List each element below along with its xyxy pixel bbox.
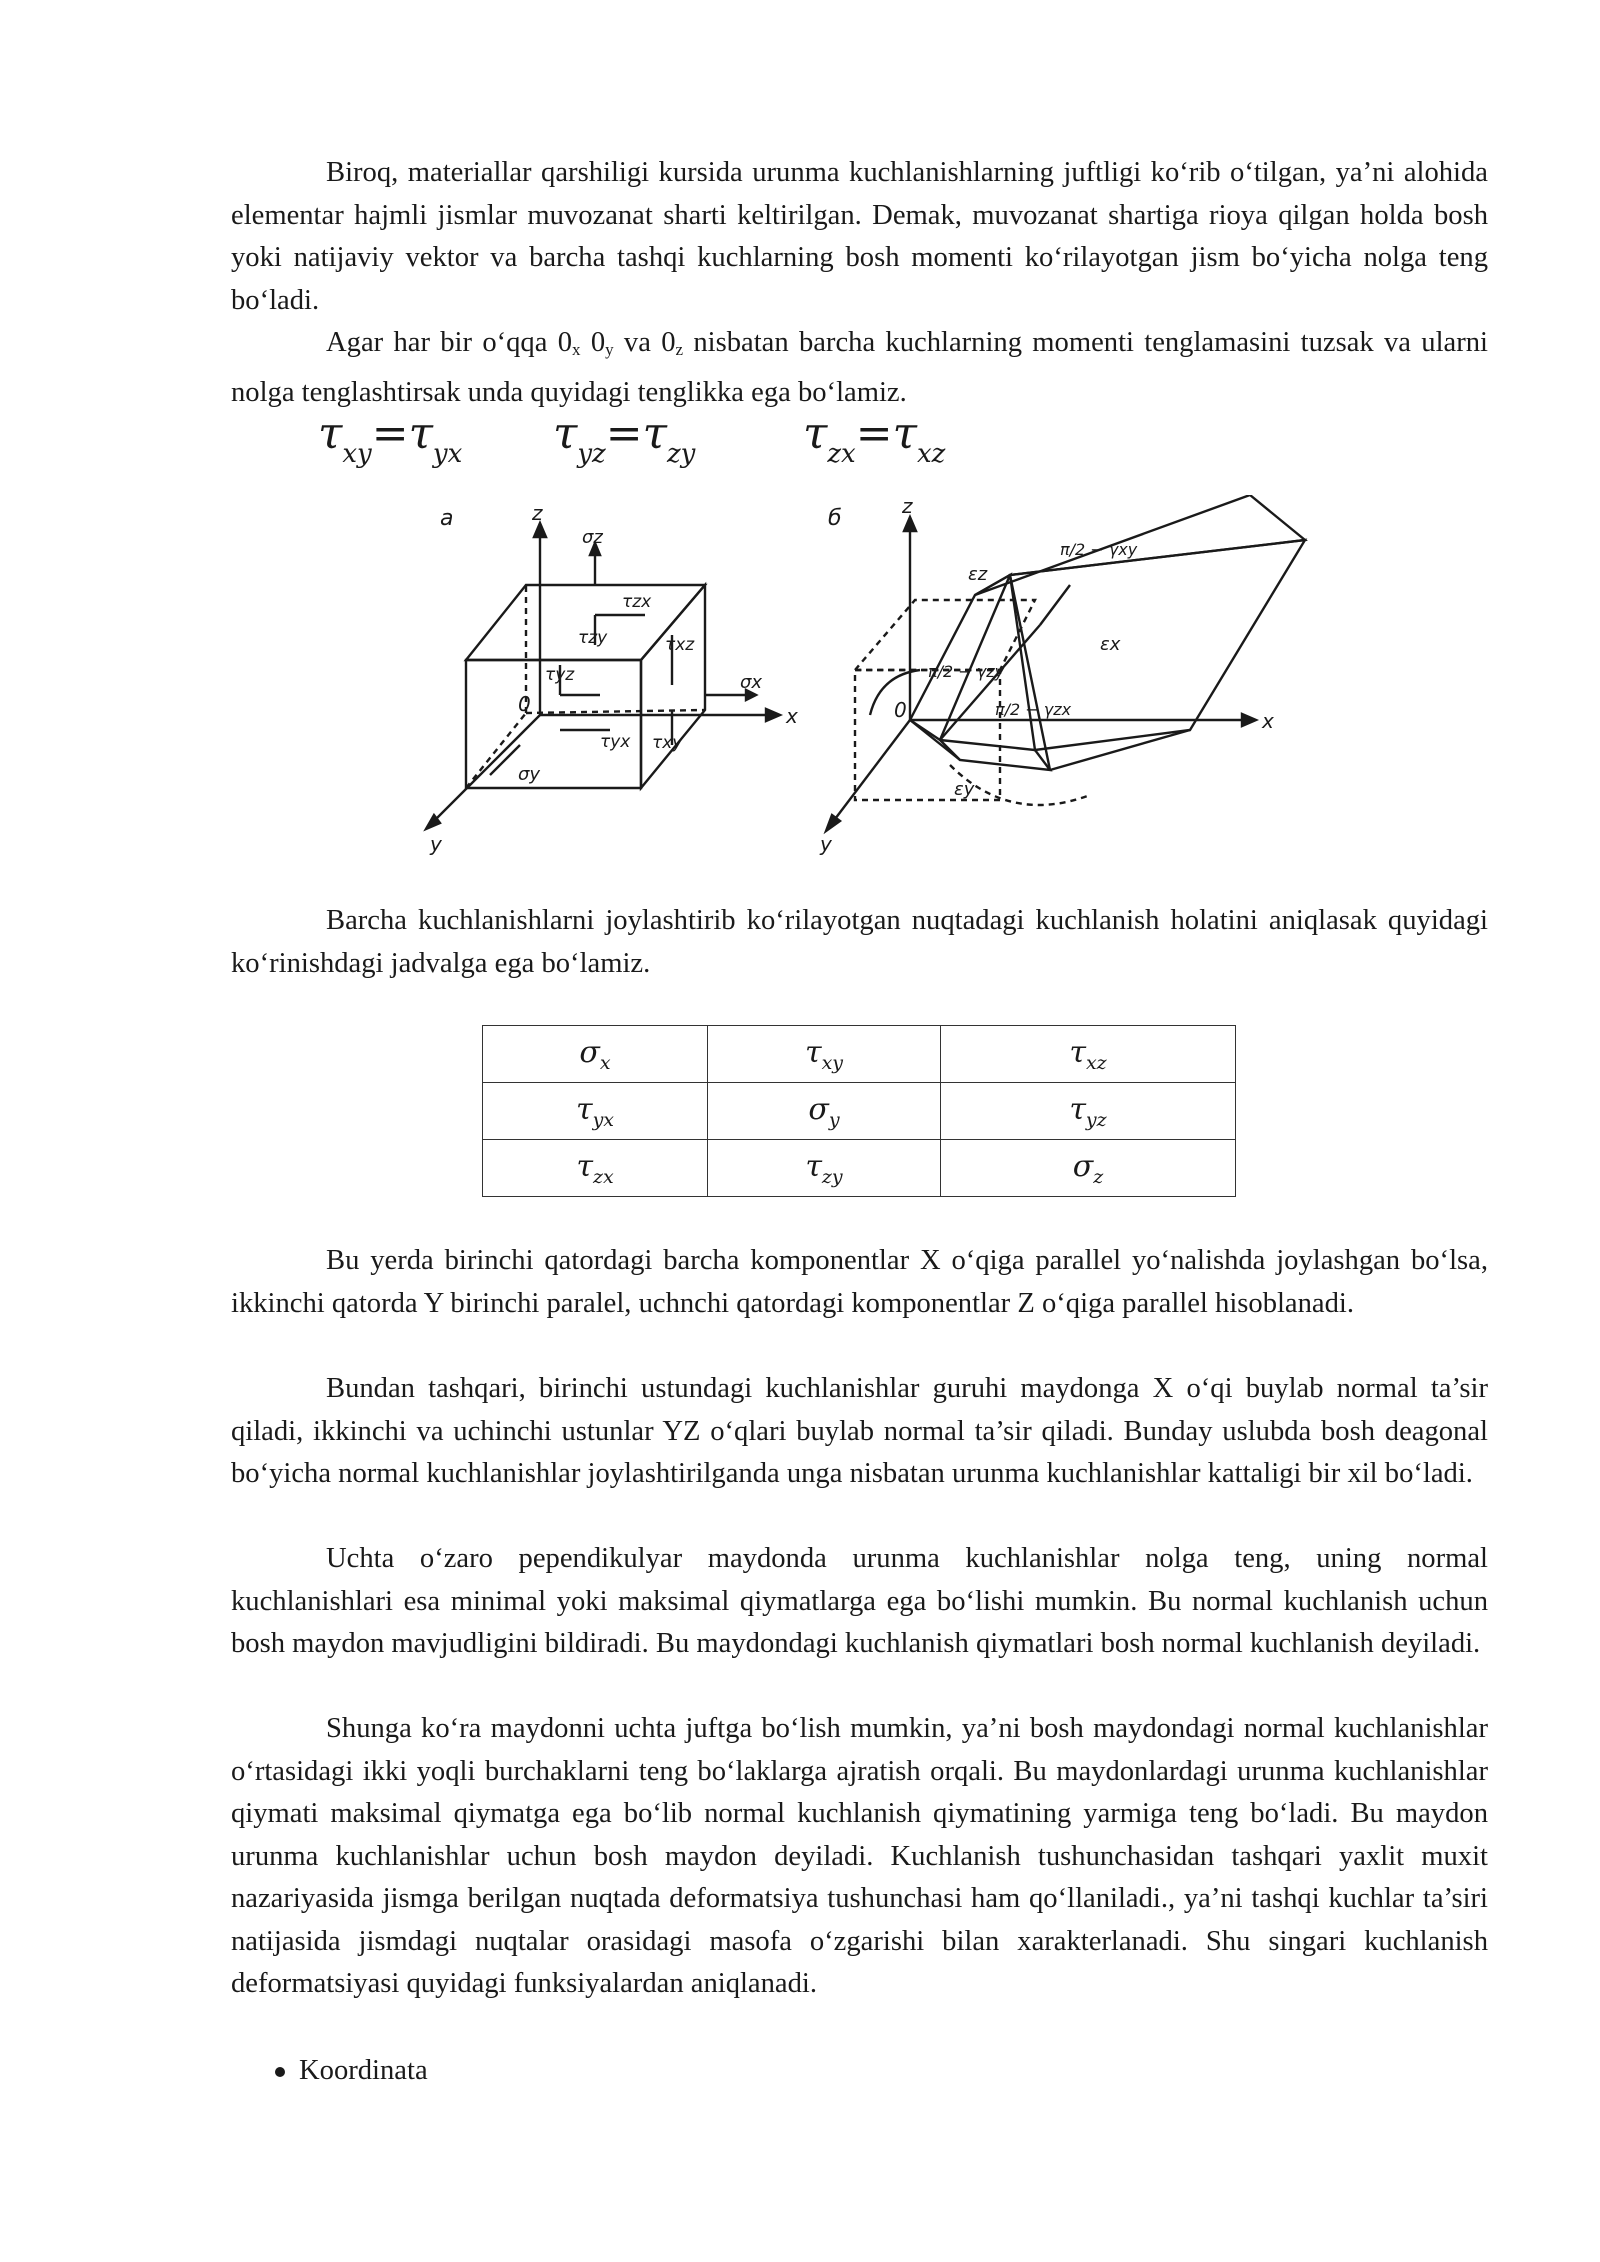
origin-label-a: 0 — [518, 692, 531, 716]
epsilon-y-label: εy — [954, 779, 975, 800]
paragraph-4: Bundan tashqari, birinchi ustundagi kuchlanishlar guruhi maydonga X o‘qi buylab normal ta’sir qiladi, ikkinchi va uchinchi ustunlar YZ o‘qlari buylab normal ta’sir qiladi. Bunday uslubda bosh deagonal bo‘yicha normal kuchlanishlar joylashtirilganda unga nisbatan urunma kuchlanishlar kattaligi bir xil bo‘ladi. — [231, 1373, 1488, 1489]
tau-xz-label: τxz — [665, 635, 695, 655]
table-row — [483, 1026, 1236, 1083]
gamma-xy-label: π/2 − γxy — [1060, 540, 1138, 559]
paragraph-2: Barcha kuchlanishlarni joylashtirib ko‘rilayotgan nuqtadagi kuchlanish holatini aniqlasak quyidagi ko‘rinishdagi jadvalga ega bo‘lamiz. — [231, 905, 1488, 979]
table-cell: $\sigma_y$ — [708, 1083, 941, 1140]
stress-tensor-table — [482, 1025, 1236, 1197]
axis-z-label-b: z — [902, 495, 913, 518]
panel-a-label: a — [440, 506, 454, 531]
gamma-zy-label: π/2 − γzy — [928, 662, 1005, 681]
paragraph-5: Uchta o‘zaro pependikulyar maydonda urunma kuchlanishlar nolga teng, uning normal kuchlanishlari esa minimal yoki maksimal qiymatlarga ega bo‘lishi mumkin. Bu normal kuchlanish uchun bosh maydon mavjudligini bildiradi. Bu maydondagi kuchlanish qiymatlari bosh normal kuchlanish deyiladi. — [231, 1543, 1488, 1659]
stress-strain-figure — [410, 495, 1330, 865]
bullet-text: Koordinata — [299, 2055, 428, 2086]
table-cell: $\tau_{zx}$ — [483, 1140, 708, 1197]
table-cell: $\sigma_x$ — [483, 1026, 708, 1083]
tau-yz-label: τyz — [545, 665, 575, 685]
axis-x-label-b: x — [1262, 709, 1274, 733]
sigma-y-label: σy — [518, 764, 541, 785]
equation-yz: $\tau_{yz}=\tau_{zy}$ — [553, 408, 696, 469]
stress-cube — [426, 523, 780, 829]
gamma-zx-label: π/2 − γzx — [995, 700, 1072, 719]
paragraph-axes: Agar har bir o‘qqa $0_x$ $0_y$ va $0_z$ nisbatan barcha kuchlarning momenti tenglamasini tuzsak va ularni nolga tenglashtirsak unda quyidagi tenglikka ega bo‘lamiz. — [231, 327, 1488, 408]
paragraph-6: Shunga ko‘ra maydonni uchta juftga bo‘lish mumkin, ya’ni bosh maydondagi normal kuchlanishlar o‘rtasidagi ikki yoqli burchaklarni teng bo‘laklarga ajratish orqali. Bu maydonlardagi urunma kuchlanishlar qiymati maksimal qiymatga ega bo‘lib normal kuchlanish qiymatining yarmiga teng bo‘ladi. Bu maydon urunma kuchlanishlar uchun bosh maydon deyiladi. Kuchlanish tushunchasidan tashqari yaxlit muxit nazariyasida jismga berilgan nuqtada deformatsiya tushunchasi ham qo‘llaniladi., ya’ni tashqi kuchlar ta’siri natijasida jismdagi nuqtalar orasidagi masofa o‘zgarishi bilan xarakterlanadi. Shu singari kuchlanish deformatsiyasi quyidagi funksiyalardan aniqlanadi. — [231, 1713, 1488, 1999]
equation-xy: $\tau_{xy}=\tau_{yx}$ — [318, 408, 463, 469]
tau-yx-label: τyx — [600, 732, 631, 752]
table-cell: $\tau_{yz}$ — [941, 1083, 1236, 1140]
axis-z-label-a: z — [532, 501, 543, 525]
paragraph-1: Biroq, materiallar qarshiligi kursida urunma kuchlanishlarning juftligi ko‘rib o‘tilgan, ya’ni alohida elementar hajmli jismlar muvozanat sharti keltirilgan. Demak, muvozanat shartiga rioya qilgan holda bosh yoki natijaviy vektor va barcha tashqi kuchlarning bosh momenti ko‘rilayotgan jism bo‘yicha nolga teng bo‘ladi. — [231, 157, 1488, 316]
table-cell: $\tau_{xz}$ — [941, 1026, 1236, 1083]
origin-label-b: 0 — [894, 698, 907, 722]
axis-y-label-b: y — [820, 832, 832, 856]
sigma-x-label: σx — [740, 672, 763, 693]
tau-zx-label: τzx — [622, 592, 652, 612]
epsilon-x-label: εx — [1100, 634, 1121, 655]
table-cell: $\sigma_z$ — [941, 1140, 1236, 1197]
equation-zx: $\tau_{zx}=\tau_{xz}$ — [803, 408, 946, 469]
table-cell: $\tau_{zy}$ — [708, 1140, 941, 1197]
bullet-dot-icon — [275, 2067, 285, 2077]
axis-y-label-a: y — [430, 832, 442, 856]
tau-xy-label: τxy — [652, 733, 683, 753]
sigma-z-label: σz — [582, 527, 603, 548]
paragraph-3: Bu yerda birinchi qatordagi barcha komponentlar X o‘qiga parallel yo‘nalishda joylashgan bo‘lsa, ikkinchi qatorda Y birinchi paralel, uchnchi qatordagi komponentlar Z o‘qiga parallel hisoblanadi. — [231, 1245, 1488, 1319]
epsilon-z-label: εz — [968, 564, 988, 585]
axis-x-label-a: x — [786, 704, 798, 728]
table-row — [483, 1140, 1236, 1197]
table-row — [483, 1083, 1236, 1140]
tau-zy-label: τzy — [578, 628, 608, 648]
panel-b-label: б — [828, 506, 842, 531]
bullet-item — [275, 2050, 428, 2093]
table-cell: $\tau_{xy}$ — [708, 1026, 941, 1083]
table-cell: $\tau_{yx}$ — [483, 1083, 708, 1140]
